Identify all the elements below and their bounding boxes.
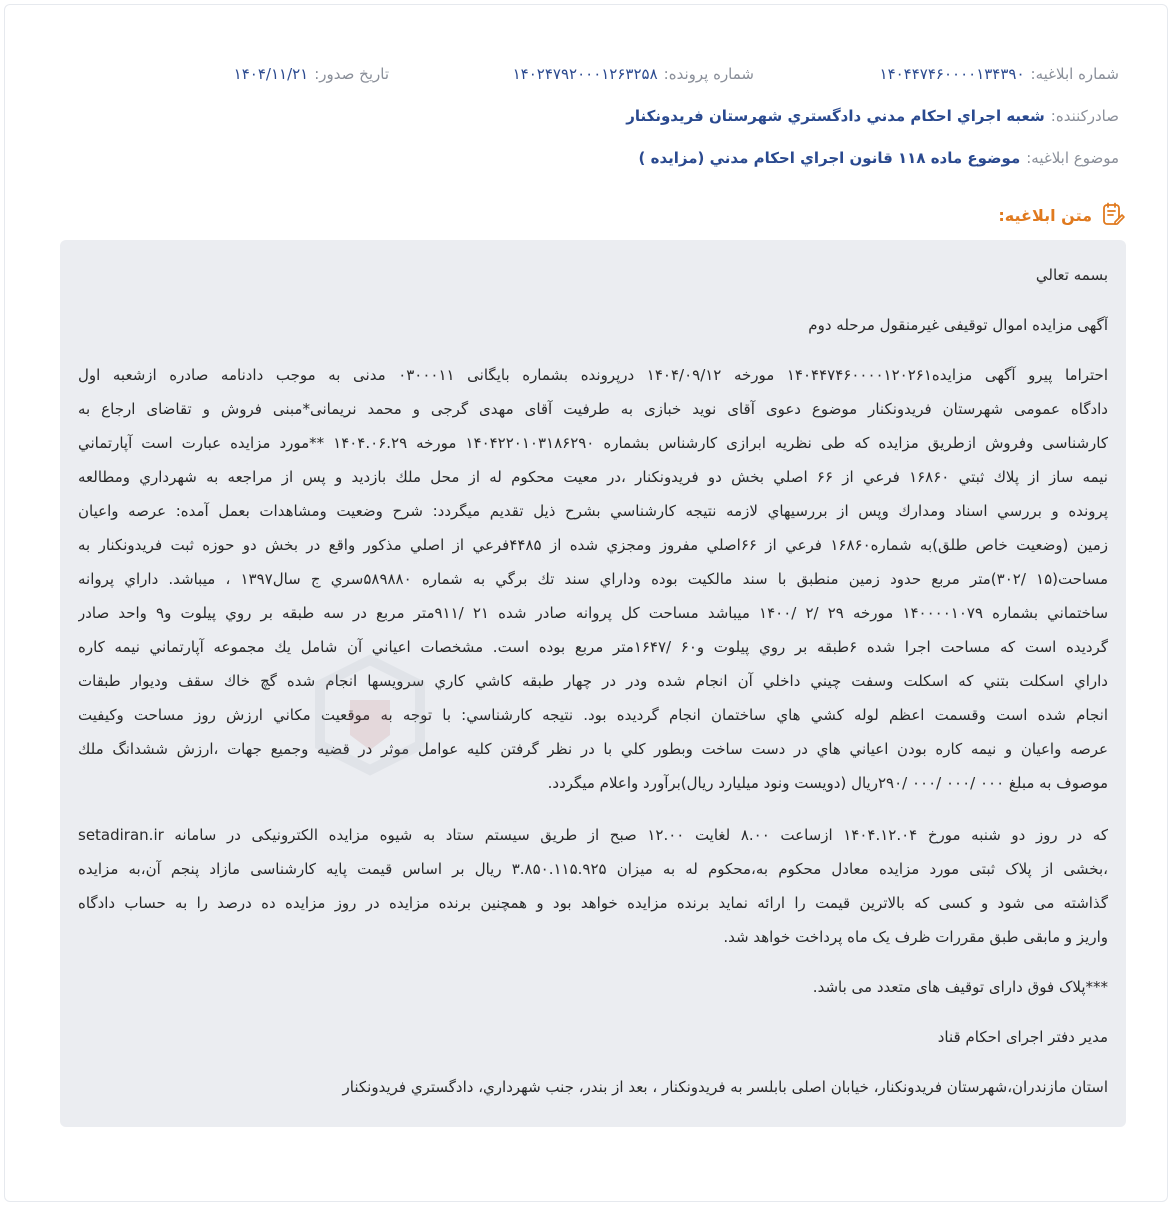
issue-date <box>234 65 389 83</box>
notice-body <box>60 240 1126 1127</box>
issue-number-value: ۱۴۰۴۴۷۴۶۰۰۰۰۱۳۴۳۹۰ <box>879 65 1025 83</box>
paragraph-1-line: داراي اسكلت بتني كه اسكلت وسفت چيني داخلي آن انجام شده ودر در چهار طبقه كاشي كاري سرويسها انجام شده گچ خاك سقف وديوار طبقات <box>78 672 1108 690</box>
subject-label: موضوع ابلاغیه: <box>1026 149 1119 167</box>
paragraph-2-line: ،بخشی از پلاک ثبتی مورد مزایده معادل محکوم به،محکوم له به میزان ۳.۸۵۰.۱۱۵.۹۲۵ ریال بر اساس قیمت پایه کارشناسی مازاد پنجم آن،به مزایده <box>78 860 1108 878</box>
document-edit-icon <box>1100 202 1126 228</box>
notice-text-title: متن ابلاغیه: <box>998 205 1092 225</box>
issue-date-value: ۱۴۰۴/۱۱/۲۱ <box>233 65 309 83</box>
paragraph-1-line: پرونده و بررسي اسناد ومدارك وپس از بررسيهاي لازمه نتيجه كارشناسي بشرح ذيل تقديم ميگردد: شرح وضعيت ومشاهدات بعمل آمده: عرصه واعيان <box>78 502 1108 520</box>
subject-row <box>53 147 1119 169</box>
header-meta-row <box>53 63 1119 85</box>
issue-date-label: تاریخ صدور: <box>314 65 389 83</box>
issuer-label: صادرکننده: <box>1050 107 1119 125</box>
paragraph-2 <box>78 818 1108 954</box>
notice-title: آگهی مزایده اموال توقیفی غیرمنقول مرحله دوم <box>808 316 1108 334</box>
paragraph-1-line: کارشناسی وفروش ازطریق مزایده که طی نظریه ابرازی کارشناس بشماره ۱۴۰۴۲۲۰۱۰۳۱۸۶۲۹۰ مورخه ۱۴۰۴.۰۶.۲۹ **مورد مزايده عبارت است آپارتماني <box>78 434 1108 452</box>
paragraph-1-line: نيمه ساز از پلاك ثبتي ۱۶۸۶۰ فرعي از ۶۶ اصلي بخش دو فريدونكنار ،در معيت محكوم له از محل ملك بازديد و پس از مراجعه به شهرداري ومطالعه <box>78 468 1108 486</box>
address: استان مازندران،شهرستان فریدونکنار، خیابان اصلی بابلسر به فریدونکنار ، بعد از بندر، جنب شهرداري، دادگستري فريدونكنار <box>342 1078 1108 1096</box>
paragraph-2-line: گذاشته می شود و کسی که بالاترین قیمت را ارائه نماید برنده مزایده خواهد بود و همچنین برنده مزایده در روز مزایده ده درصد را به حساب دادگاه <box>78 894 1108 912</box>
case-number-label: شماره پرونده: <box>663 65 754 83</box>
paragraph-1 <box>78 358 1108 800</box>
salutation: بسمه تعالي <box>1035 266 1108 284</box>
issue-number <box>880 65 1119 83</box>
paragraph-1-line: گرديده است كه مساحت اجرا شده ۶طبقه بر روي پيلوت و۶۰ /۱۶۴۷متر مربع بوده است. مشخصات اعياني آن شامل يك مجموعه آپارتماني نيمه كاره <box>78 638 1108 656</box>
paragraph-2-line: که در روز دو شنبه مورخ ۱۴۰۴.۱۲.۰۴ ازساعت ۸.۰۰ لغایت ۱۲.۰۰ صبح از طریق سیستم ستاد به شیوه مزایده الکترونیکی در سامانه setadiran.ir <box>78 826 1108 844</box>
paragraph-2-line: واریز و مابقی طبق مقررات ظرف یک ماه پرداخت خواهد شد. <box>723 928 1108 946</box>
signatory: مدیر دفتر اجرای احکام قناد <box>937 1028 1108 1046</box>
subject <box>639 149 1119 167</box>
paragraph-1-line: زمين (وضعيت خاص طلق)به شماره۱۶۸۶۰ فرعي از ۶۶اصلي مفروز ومجزي شده از ۴۴۸۵فرعي از اصلي مذكور واقع در بخش دو حوزه ثبت فريدونكنار به <box>78 536 1108 554</box>
paragraph-1-line: مساحت(۱۵ /۳۰۲)متر مربع حدود زمين منطبق با سند مالكيت بوده وداراي سند تك برگي به شماره ۵۸۹۸۸۰سري ج سال۱۳۹۷ ، ميباشد. داراي پروانه <box>78 570 1108 588</box>
issuer-value: شعبه اجراي احكام مدني دادگستري شهرستان فريدونكنار <box>626 107 1045 125</box>
case-number-value: ۱۴۰۲۴۷۹۲۰۰۰۱۲۶۳۲۵۸ <box>512 65 658 83</box>
paragraph-1-line: انجام شده است وقسمت اعظم لوله كشي هاي ساختمان انجام گرديده بود. نتيجه كارشناسي: با توجه به موقعيت مكاني ارزش روز مساحت وكيفيت <box>78 706 1108 724</box>
issue-number-label: شماره ابلاغیه: <box>1030 65 1119 83</box>
issuer <box>626 107 1119 125</box>
paragraph-1-line: ساختماني بشماره ۱۴۰۰۰۰۱۰۷۹ مورخه ۲۹ /۲ /۱۴۰۰ ميباشد مساحت كل پروانه صادر شده ۲۱ /۹۱۱متر مربع در سه طبقه بر روي پيلوت و۹ واحد صادر <box>78 604 1108 622</box>
paragraph-1-line: دادگاه عمومی شهرستان فریدونکنار موضوع دعوی آقای نوید خبازی به طرفیت آقای مهدی گرجی و محمد نریمانی*مبنی فروش و تقاضای ارجاع به <box>78 400 1108 418</box>
case-number <box>513 65 754 83</box>
issuer-row <box>53 105 1119 127</box>
paragraph-1-line: موصوف به مبلغ ۰۰۰ /۰۰۰ /۰۰۰ /۲۹۰ريال (دويست ونود ميليارد ريال)برآورد واعلام ميگردد. <box>547 774 1108 792</box>
paragraph-1-line: احتراما پیرو آگهی مزایده۱۴۰۴۴۷۴۶۰۰۰۰۱۲۰۲۶۱ مورخه ۱۴۰۴/۰۹/۱۲ درپرونده بشماره بایگانی ۰۳۰۰۰۱۱ مدنی به موجب دادنامه صادره ازشعبه اول <box>78 366 1108 384</box>
notice-text-heading <box>998 201 1126 229</box>
seizure-note: ***پلاک فوق دارای توقیف های متعدد می باشد. <box>812 978 1108 996</box>
paragraph-1-line: عرصه واعيان و نيمه كاره بودن اعياني هاي در دست ساخت وبطور كلي با در نظر گرفتن كليه عوامل موثر در قضيه وجميع جهات ،ارزش ششدانگ ملك <box>78 740 1108 758</box>
subject-value: موضوع ماده ۱۱۸ قانون اجراي احكام مدني (مزايده ) <box>638 149 1021 167</box>
